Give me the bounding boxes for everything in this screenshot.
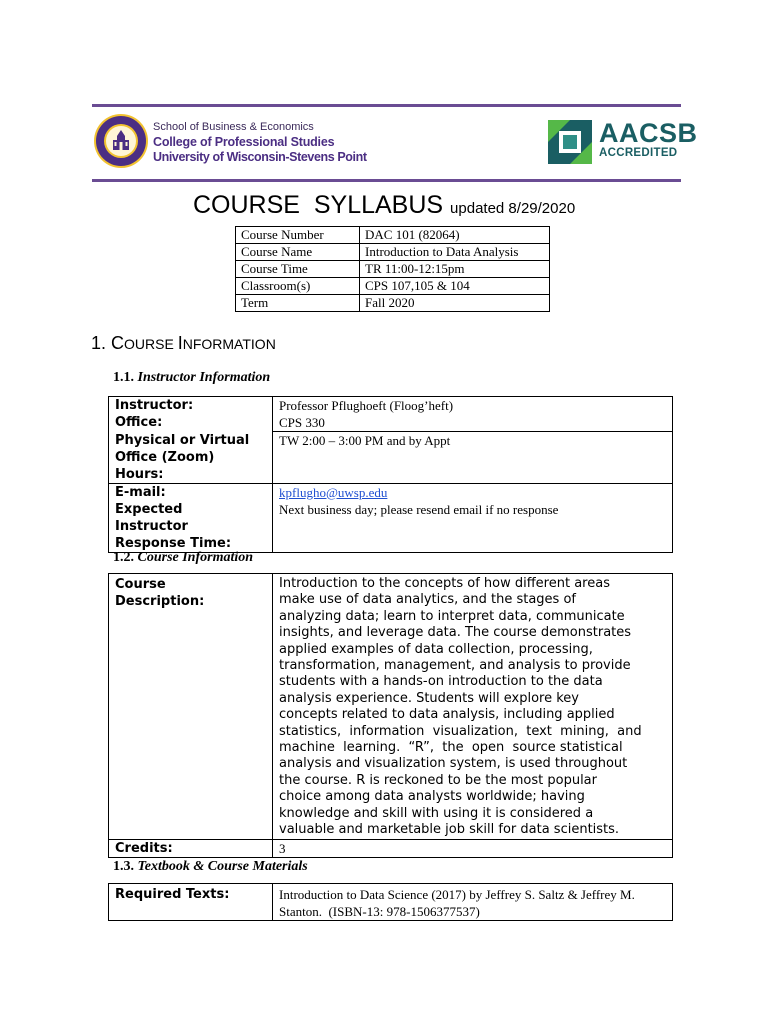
office-hours-value: TW 2:00 – 3:00 PM and by Appt <box>273 432 673 484</box>
table-row <box>109 432 673 484</box>
school-line-business: School of Business & Economics <box>153 121 314 133</box>
description-line: the course. R is reckoned to be the most popular <box>279 772 597 788</box>
university-seal-icon <box>93 112 149 170</box>
office-hours-label-1: Physical or Virtual <box>115 432 250 448</box>
response-time-label-2: Instructor <box>115 518 188 534</box>
required-texts-label: Required Texts: <box>109 884 273 921</box>
table-row <box>109 397 673 432</box>
instructor-label: Instructor: <box>115 398 194 413</box>
subsection-title: Instructor Information <box>137 370 271 385</box>
office-hours-label-3: Hours: <box>115 466 164 482</box>
table-row <box>236 244 550 261</box>
school-line-college: College of Professional Studies <box>153 135 335 149</box>
table-row <box>109 574 673 840</box>
subsection-heading-instructor <box>113 370 270 386</box>
description-line: make use of data analytics, and the stages of <box>279 592 576 608</box>
header-bottom-rule <box>92 179 681 182</box>
title-updated: updated 8/29/2020 <box>450 200 576 217</box>
email-link[interactable]: kpflugho@uwsp.edu <box>279 484 388 500</box>
title-main: COURSE SYLLABUS <box>193 191 444 219</box>
school-line-university: University of Wisconsin-Stevens Point <box>153 150 367 164</box>
description-line: students with a hands-on introduction to the data <box>279 674 603 690</box>
header-top-rule <box>92 104 681 107</box>
summary-value: DAC 101 (82064) <box>360 227 550 244</box>
description-line: analysis and visualization system, is used throughout <box>279 756 628 772</box>
table-row <box>109 884 673 921</box>
office-value: CPS 330 <box>279 415 325 430</box>
aacsb-wordmark <box>599 119 698 160</box>
subsection-title: Textbook & Course Materials <box>137 859 308 874</box>
instructor-value: Professor Pflughoeft (Floog’heft) <box>279 398 454 413</box>
description-line: analysis experience. Students will explore key <box>279 690 579 706</box>
summary-value: Introduction to Data Analysis <box>360 244 550 261</box>
summary-label: Classroom(s) <box>236 278 360 295</box>
subsection-heading-textbook <box>113 859 308 875</box>
required-texts-line: Stanton. (ISBN-13: 978-1506377537) <box>279 904 480 919</box>
email-label: E-mail: <box>109 483 273 501</box>
summary-label: Term <box>236 295 360 312</box>
summary-value: CPS 107,105 & 104 <box>360 278 550 295</box>
description-line: valuable and marketable job skill for data scientists. <box>279 822 620 838</box>
description-label-2: Description: <box>115 594 205 609</box>
subsection-title: Course Information <box>137 550 254 565</box>
office-label: Office: <box>115 415 163 430</box>
description-line: statistics, information visualization, text mining, and <box>279 723 642 739</box>
response-time-value: Next business day; please resend email if no response <box>273 501 673 553</box>
credits-value: 3 <box>273 839 673 857</box>
table-row <box>109 501 673 553</box>
page-title <box>193 191 575 220</box>
aacsb-logo-icon <box>548 120 592 164</box>
summary-value: TR 11:00-12:15pm <box>360 261 550 278</box>
description-line: concepts related to data analysis, including applied <box>279 707 615 723</box>
section-title-ourse: OURSE <box>124 336 178 352</box>
section-title-nformation: NFORMATION <box>182 336 276 352</box>
table-row <box>236 261 550 278</box>
course-summary-table <box>235 226 550 312</box>
required-texts-line: Introduction to Data Science (2017) by Jeffrey S. Saltz & Jeffrey M. <box>279 887 635 902</box>
description-line: Introduction to the concepts of how different areas <box>279 576 610 591</box>
description-line: machine learning. “R”, the open source statistical <box>279 740 623 756</box>
credits-label: Credits: <box>109 839 273 857</box>
summary-label: Course Name <box>236 244 360 261</box>
description-line: transformation, management, and analysis to provide <box>279 658 631 674</box>
description-line: choice among data analysts worldwide; having <box>279 789 585 805</box>
subsection-number: 1.3. <box>113 859 134 874</box>
course-info-table <box>108 573 673 858</box>
description-line: applied examples of data collection, processing, <box>279 641 593 657</box>
aacsb-title: AACSB <box>599 118 698 148</box>
summary-label: Course Time <box>236 261 360 278</box>
description-line: insights, and leverage data. The course demonstrates <box>279 625 632 641</box>
section-title-c: C <box>111 333 125 353</box>
description-label-1: Course <box>115 577 166 592</box>
table-row <box>109 483 673 501</box>
summary-label: Course Number <box>236 227 360 244</box>
response-time-label-1: Expected <box>115 501 183 517</box>
subsection-number: 1.1. <box>113 370 134 385</box>
school-name-block <box>153 120 367 165</box>
section-number: 1. <box>91 333 107 353</box>
description-line: knowledge and skill with using it is considered a <box>279 805 594 821</box>
table-row <box>109 839 673 857</box>
materials-table <box>108 883 673 921</box>
office-hours-label-2: Office (Zoom) <box>115 449 215 465</box>
summary-value: Fall 2020 <box>360 295 550 312</box>
subsection-heading-course-information <box>113 550 253 566</box>
table-row <box>236 227 550 244</box>
required-texts-value <box>273 884 673 921</box>
section-title-i: I <box>177 333 183 353</box>
subsection-number: 1.2. <box>113 550 134 565</box>
table-row <box>236 295 550 312</box>
table-row <box>236 278 550 295</box>
instructor-table <box>108 396 673 553</box>
response-time-label-3: Response Time: <box>115 535 232 551</box>
description-line: analyzing data; learn to interpret data, communicate <box>279 608 625 624</box>
section-heading-course-information <box>91 333 276 354</box>
course-description <box>273 574 673 840</box>
aacsb-subtitle: ACCREDITED <box>599 147 678 159</box>
